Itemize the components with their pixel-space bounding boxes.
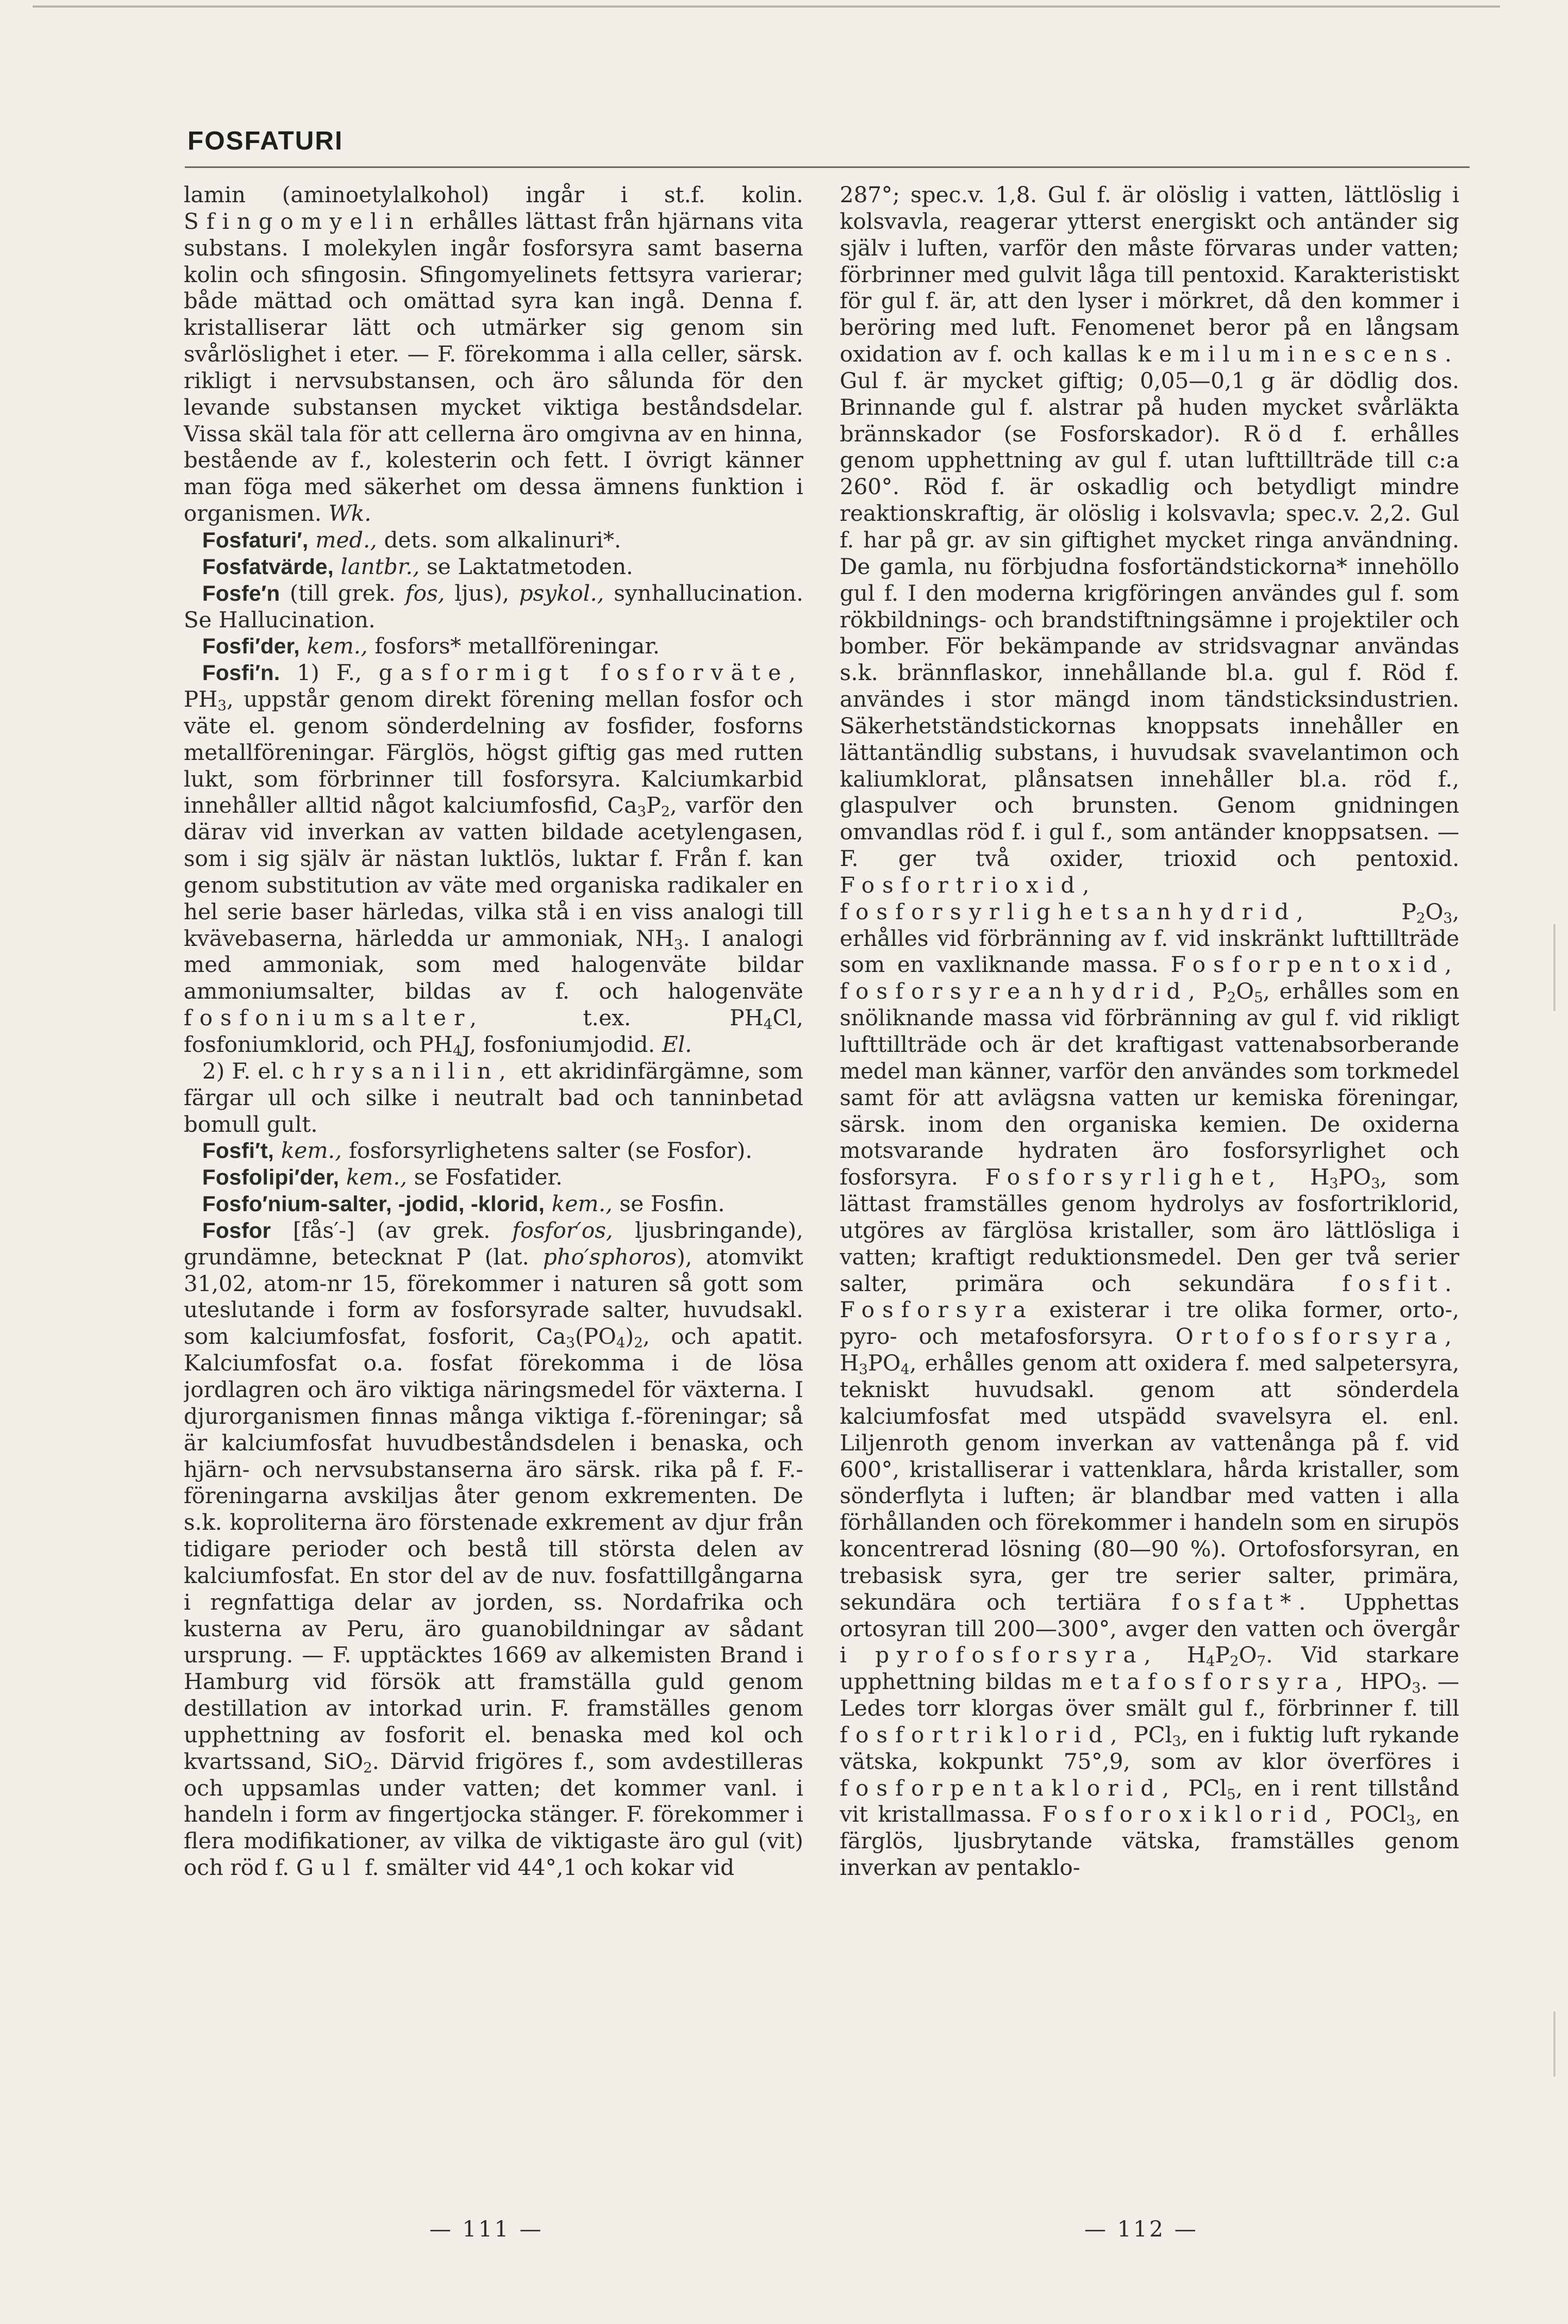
right-column [840,182,1459,2107]
page-top-edge [33,5,1500,8]
paragraph: 2) F. el. chrysanilin, ett akridinfärgämne, som färgar ull och silke i neutralt bad och tanninbetad bomull gult. [184,1058,803,1137]
page-number-right: — 112 — [1084,2217,1198,2242]
paragraph: Fosfatvärde, lantbr., se Laktatmetoden. [202,553,633,580]
paragraph: 287°; spec.v. 1,8. Gul f. är olöslig i vatten, lättlöslig i kolsvavla, reagerar ytterst energiskt och antänder sig själv i luften, varför den måste förvaras under vatten; förbrinner med gulvit låga till pentoxid. Karakteristiskt för gul f. är, att den lyser i mörkret, då den kommer i beröring med luft. Fenomenet beror på en långsam oxidation av f. och kallas kemiluminescens. Gul f. är mycket giftig; 0,05—0,1 g är dödlig dos. Brinnande gul f. alstrar på huden mycket svårläkta brännskador (se Fosforskador). Röd f. erhålles genom upphettning av gul f. utan lufttillträde till c:a 260°. Röd f. är oskadlig och betydligt mindre reaktionskraftig, är olöslig i kolsvavla; spec.v. 2,2. Gul f. har på gr. av sin giftighet mycket ringa användning. De gamla, nu förbjudna fosfortändstickorna* innehöllo gul f. I den moderna krigföringen användes gul f. som rökbildnings- och brandstiftningsämne i projektiler och bomber. För bekämpande av stridsvagnar användas s.k. brännflaskor, innehållande bl.a. gul f. Röd f. användes i stor mängd inom tändsticksindustrien. Säkerhetständstickornas knoppsats innehåller en lättantändlig substans, i huvudsak svavelantimon och kaliumklorat, plånsatsen innehåller bl.a. röd f., glaspulver och brunsten. Genom gnidningen omvandlas röd f. i gul f., som antänder knoppsatsen. — F. ger två oxider, trioxid och pentoxid. Fosfortrioxid, fosforsyrlighetsanhydrid, $P_2O_3$, erhålles vid förbränning av f. vid inskränkt lufttillträde som en vaxliknande massa. Fosforpentoxid, fosforsyreanhydrid, $P_2O_5$, erhålles som en snöliknande massa vid förbränning av gul f. vid rikligt lufttillträde och är det kraftigast vattenabsorberande medel man känner, varför den användes som torkmedel samt för att avlägsna vatten ur kemiska föreningar, särsk. inom den organiska kemien. De oxiderna motsvarande hydraten äro fosforsyrlighet och fosforsyra. Fosforsyrlighet, $H_3PO_3$, som lättast framställes genom hydrolys av fosfortriklorid, utgöres av färglösa kristaller, som äro lättlösliga i vatten; kraftigt reduktionsmedel. Den ger två serier salter, primära och sekundära fosfit. Fosforsyra existerar i tre olika former, orto-, pyro- och metafosforsyra. Ortofosforsyra, $H_3PO_4$, erhålles genom att oxidera f. med salpetersyra, tekniskt huvudsakl. genom att sönderdela kalciumfosfat med utspädd svavelsyra el. enl. Liljenroth genom inverkan av vattenånga på f. vid 600°, kristalliserar i vattenklara, hårda kristaller, som sönderflyta i luften; är blandbar med vatten i alla förhållanden och förekommer i handeln som en sirupös koncentrerad lösning (80—90 %). Ortofosforsyran, en trebasisk syra, ger tre serier salter, primära, sekundära och tertiära fosfat*. Upphettas ortosyran till 200—300°, avger den vatten och övergår i pyrofosforsyra, $H_4P_2O_7$. Vid starkare upphettning bildas metafosforsyra, $HPO_3$. — Ledes torr klorgas över smält gul f., förbrinner f. till fosfortriklorid, PCl$_3$, en i fuktig luft rykande vätska, kokpunkt 75°,9, som av klor överföres i fosforpentaklorid, PCl$_5$, en i rent tillstånd vit kristallmassa. Fosforoxiklorid, POCl$_3$, en färglös, ljusbrytande vätska, framställes genom inverkan av pentaklo- [840,182,1459,1881]
running-head: FOSFATURI [188,127,343,155]
left-column [184,182,803,2107]
paragraph: Fosfaturi′, med., dets. som alkalinuri*. [202,527,621,553]
page-number-left: — 111 — [429,2217,544,2242]
scan-edge-mark [1553,924,1555,1011]
paragraph: Fosfi′t, kem., fosforsyrlighetens salter (se Fosfor). [202,1138,753,1164]
paragraph: Fosfo′nium-salter, -jodid, -klorid, kem., se Fosfin. [202,1191,725,1217]
paragraph: Fosfi′der, kem., fosfors* metallföreningar. [202,633,660,659]
header-rule [185,166,1470,168]
paragraph: Fosfor [fås′-] (av grek. fosfor′os, ljusbringande), grundämne, betecknat P (lat. pho′sphoros), atomvikt 31,02, atom-nr 15, förekommer i naturen så gott som uteslutande i form av fosforsyrade salter, huvudsakl. som kalciumfosfat, fosforit, $Ca_3(PO_4)_2$, och apatit. Kalciumfosfat o.a. fosfat förekomma i de lösa jordlagren och äro viktiga näringsmedel för växterna. I djurorganismen finnas många viktiga f.-föreningar; så är kalciumfosfat huvudbeståndsdelen i benaska, och hjärn- och nervsubstanserna äro särsk. rika på f. F.-föreningarna avskiljas åter genom exkrementen. De s.k. koproliterna äro förstenade exkrement av djur från tidigare perioder och bestå till största delen av kalciumfosfat. En stor del av de nuv. fosfattillgångarna i regnfattiga delar av jorden, ss. Nordafrika och kusterna av Peru, äro guanobildningar av sådant ursprung. — F. upptäcktes 1669 av alkemisten Brand i Hamburg vid försök att framställa guld genom destillation av intorkad urin. F. framställes genom upphettning av fosforit el. benaska med kol och kvartssand, SiO$_2$. Därvid frigöres f., som avdestilleras och uppsamlas under vatten; det kommer vanl. i handeln i form av fingertjocka stänger. F. förekommer i flera modifikationer, av vilka de viktigaste äro gul (vit) och röd f. Gul f. smälter vid 44°,1 och kokar vid [184,1217,803,1881]
paragraph: Fosfe′n (till grek. fos, ljus), psykol., synhallucination. Se Hallucination. [184,580,803,633]
scan-edge-mark [1553,2011,1555,2077]
paragraph: Fosfolipi′der, kem., se Fosfatider. [202,1164,563,1191]
paragraph: lamin (aminoetylalkohol) ingår i st.f. kolin. Sfingomyelin erhålles lättast från hjärnans vita substans. I molekylen ingår fosforsyra samt baserna kolin och sfingosin. Sfingomyelinets fettsyra varierar; både mättad och omättad syra kan ingå. Denna f. kristalliserar lätt och utmärker sig genom sin svårlöslighet i eter. — F. förekomma i alla celler, särsk. rikligt i nervsubstansen, och äro sålunda för den levande substansen mycket viktiga beståndsdelar. Vissa skäl tala för att cellerna äro omgivna av en hinna, bestående av f., kolesterin och fett. I övrigt känner man föga med säkerhet om dessa ämnens funktion i organismen. Wk. [184,182,803,527]
paragraph: Fosfi′n. 1) F., gasformigt fosforväte, $PH_3$, uppstår genom direkt förening mellan fosfor och väte el. genom sönderdelning av fosfider, fosforns metallföreningar. Färglös, högst giftig gas med rutten lukt, som förbrinner till fosforsyra. Kalciumkarbid innehåller alltid något kalciumfosfid, $Ca_3P_2$, varför den därav vid inverkan av vatten bildade acetylengasen, som i sig själv är nästan luktlös, luktar f. Från f. kan genom substitution av väte med organiska radikaler en hel serie baser härledas, vilka stå i en viss analogi till kvävebaserna, härledda ur ammoniak, $NH_3$. I analogi med ammoniak, som med halogenväte bildar ammoniumsalter, bildas av f. och halogenväte fosfoniumsalter, t.ex. $PH_4Cl$, fosfoniumklorid, och $PH_4J$, fosfoniumjodid. El. [184,660,803,1060]
